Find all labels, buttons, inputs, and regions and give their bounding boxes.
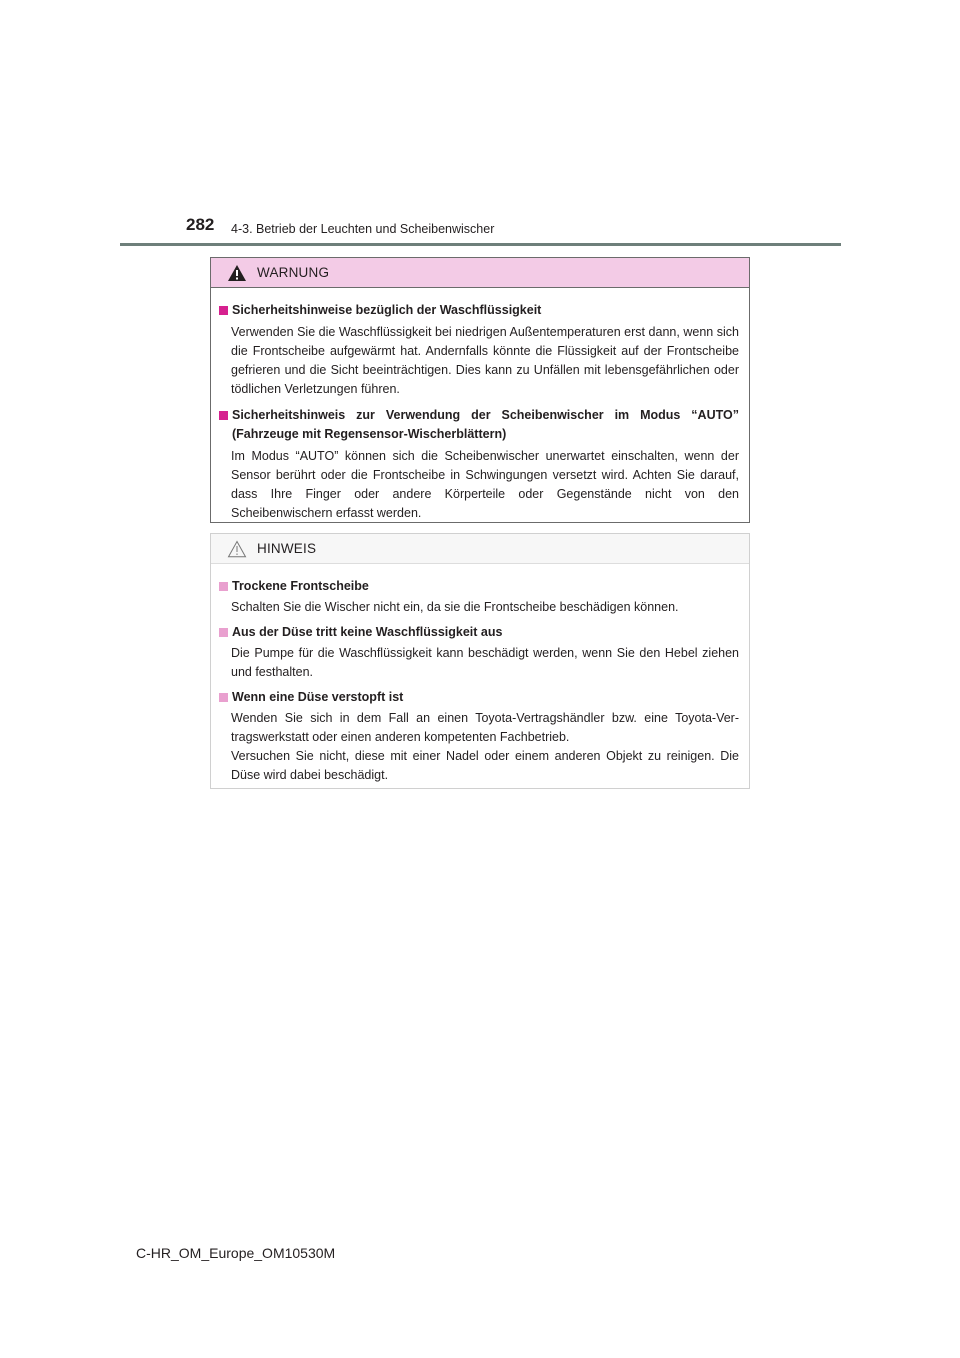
notice-item-text: Wenden Sie sich in dem Fall an einen Toyota-Vertragshändler bzw. eine Toyota-Ver- tragswerkstatt oder einen anderen kompetenten Fachbetrieb. bbox=[231, 711, 739, 744]
warning-box bbox=[210, 257, 750, 523]
notice-item-title-text: Wenn eine Düse verstopft ist bbox=[232, 690, 404, 704]
square-bullet-icon bbox=[219, 411, 228, 420]
warning-item-title-text: Sicherheitshinweise bezüglich der Waschflüssigkeit bbox=[232, 303, 542, 317]
square-bullet-icon bbox=[219, 306, 228, 315]
warning-item-text: Verwenden Sie die Waschflüssigkeit bei niedrigen Außentemperaturen erst dann, wenn sich die Frontscheibe aufgewärmt hat. Andernfalls könnte die Flüssigkeit auf der Frontscheibe gefrieren und die Sicht beeinträchtigen. Dies kann zu Unfällen mit lebensgefährlichen oder tödlichen Verletzungen führen. bbox=[231, 325, 739, 396]
notice-item-title bbox=[219, 577, 739, 596]
document-code: C-HR_OM_Europe_OM10530M bbox=[136, 1245, 336, 1261]
warning-box-body bbox=[211, 288, 749, 523]
notice-box-body bbox=[211, 564, 749, 785]
notice-item bbox=[219, 623, 739, 682]
notice-item-title-text: Aus der Düse tritt keine Waschflüssigkeit aus bbox=[232, 625, 503, 639]
square-bullet-icon bbox=[219, 693, 228, 702]
notice-item-text: Versuchen Sie nicht, diese mit einer Nadel oder einem anderen Objekt zu reinigen. Die Düse wird dabei beschädigt. bbox=[231, 749, 739, 782]
page-number: 282 bbox=[186, 215, 215, 234]
notice-triangle-icon bbox=[227, 540, 247, 558]
warning-item-title bbox=[219, 301, 739, 320]
warning-box-header bbox=[211, 258, 749, 288]
notice-box bbox=[210, 533, 750, 789]
section-title: 4-3. Betrieb der Leuchten und Scheibenwischer bbox=[231, 222, 495, 236]
warning-label: WARNUNG bbox=[257, 265, 330, 280]
warning-item-text: Im Modus “AUTO” können sich die Scheibenwischer unerwartet einschalten, wenn der Sensor berührt oder die Frontscheibe in Schwingungen versetzt wird. Achten Sie darauf, dass Ihre Finger oder andere Körperteile oder Gegenstände nicht von den Scheibenwischern erfasst werden. bbox=[231, 449, 739, 520]
notice-box-header bbox=[211, 534, 749, 564]
notice-item bbox=[219, 577, 739, 617]
header-divider bbox=[120, 243, 841, 246]
notice-item-title-text: Trockene Frontscheibe bbox=[232, 579, 369, 593]
notice-item-text: Die Pumpe für die Waschflüssigkeit kann beschädigt werden, wenn Sie den Hebel ziehen und festhalten. bbox=[231, 646, 739, 679]
warning-triangle-icon bbox=[227, 264, 247, 282]
notice-item-text: Schalten Sie die Wischer nicht ein, da sie die Frontscheibe beschädigen können. bbox=[231, 600, 679, 614]
notice-item bbox=[219, 688, 739, 785]
square-bullet-icon bbox=[219, 628, 228, 637]
warning-item bbox=[219, 301, 739, 399]
notice-item-title bbox=[219, 623, 739, 642]
warning-item bbox=[219, 406, 739, 523]
notice-label: HINWEIS bbox=[257, 541, 317, 556]
warning-item-title bbox=[219, 406, 739, 444]
notice-item-title bbox=[219, 688, 739, 707]
warning-item-title-text: Sicherheitshinweis zur Verwendung der Scheibenwischer im Modus “AUTO” (Fahrzeuge mit Regensensor-Wischerblättern) bbox=[232, 408, 739, 441]
square-bullet-icon bbox=[219, 582, 228, 591]
